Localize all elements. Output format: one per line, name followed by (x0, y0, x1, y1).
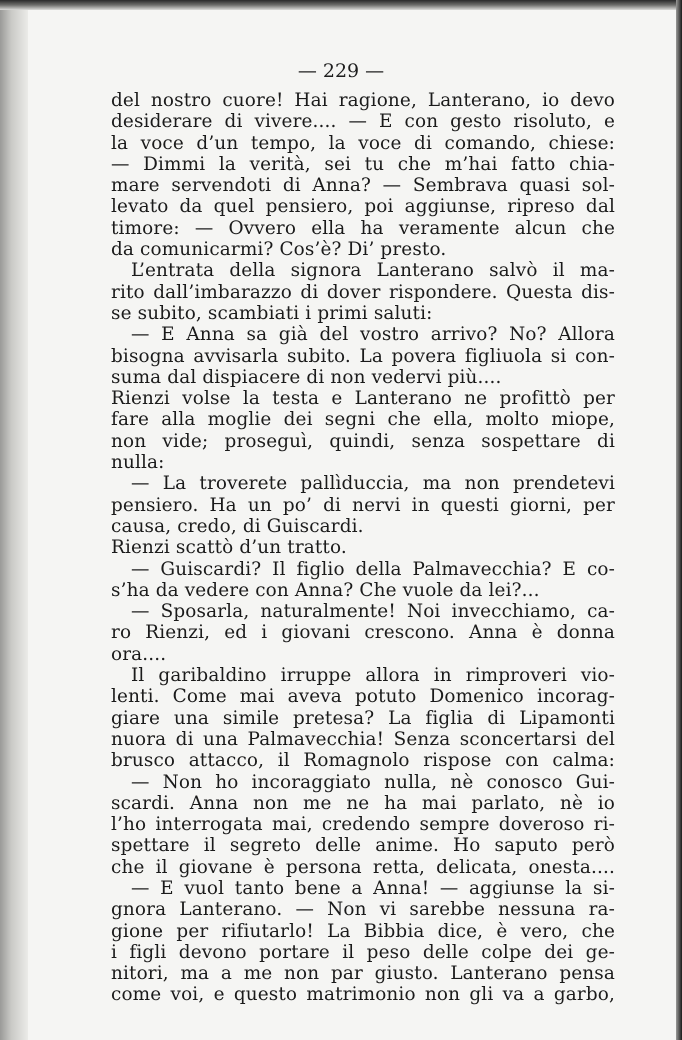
text-line: rito dall’imbarazzo di dover rispondere. Questa dis- (111, 281, 615, 303)
text-line: — Non ho incoraggiato nulla, nè conosco Gui- (131, 771, 615, 793)
text-line: — E vuol tanto bene a Anna! — aggiunse la si- (131, 877, 615, 899)
page-number: — 229 — (297, 60, 385, 82)
text-line: brusco attacco, il Romagnolo rispose con calma: (111, 750, 615, 772)
text-line: gnora Lanterano. — Non vi sarebbe nessuna ra- (111, 899, 615, 921)
text-line: nuora di una Palmavecchia! Senza sconcertarsi del (111, 728, 615, 750)
text-line: Il garibaldino irruppe allora in rimproveri vio- (131, 665, 615, 687)
text-line: giare una simile pretesa? La figlia di Lipamonti (111, 707, 615, 729)
text-line: scardi. Anna non me ne ha mai parlato, nè io (111, 792, 615, 814)
text-line: pensiero. Ha un po’ di nervi in questi giorni, per (111, 494, 615, 516)
text-line: Rienzi volse la testa e Lanterano ne profittò per (111, 388, 615, 410)
text-line: lenti. Come mai aveva potuto Domenico incorag- (111, 686, 615, 708)
text-line: causa, credo, di Guiscardi. (111, 515, 364, 537)
text-line: l’ho interrogata mai, credendo sempre doveroso ri- (111, 814, 615, 836)
text-line: — Sposarla, naturalmente! Noi invecchiamo, ca- (131, 601, 615, 623)
text-line: la voce d’un tempo, la voce di comando, chiese: (111, 132, 615, 154)
text-line: suma dal dispiacere di non vedervi più.... (111, 366, 502, 388)
scan-right-edge (676, 0, 682, 1040)
text-line: Rienzi scattò d’un tratto. (111, 537, 347, 559)
text-line: s’ha da vedere con Anna? Che vuole da lei?... (111, 579, 540, 601)
text-line: del nostro cuore! Hai ragione, Lanterano, io devo (111, 90, 615, 111)
text-line: bisogna avvisarla subito. La povera figliuola si con- (111, 345, 615, 367)
body-text (111, 90, 615, 1006)
text-line: ro Rienzi, ed i giovani crescono. Anna è donna (111, 622, 615, 644)
text-line: levato da quel pensiero, poi aggiunse, ripreso dal (111, 196, 615, 218)
text-line: mare servendoti di Anna? — Sembrava quasi sol- (111, 175, 615, 197)
text-line: nulla: (111, 452, 165, 474)
text-line: — Dimmi la verità, sei tu che m’hai fatto chia- (111, 153, 615, 175)
text-line: nitori, ma a me non par giusto. Lanterano pensa (111, 963, 615, 985)
text-line: desiderare di vivere.... — E con gesto risoluto, e (111, 111, 615, 133)
text-line: fare alla moglie dei segni che ella, molto miope, (111, 409, 615, 431)
text-line: L’entrata della signora Lanterano salvò il ma- (131, 260, 615, 282)
text-line: spettare il segreto delle anime. Ho saputo però (111, 835, 615, 857)
text-line: — E Anna sa già del vostro arrivo? No? Allora (131, 324, 615, 346)
scan-binding-shadow (0, 0, 28, 1040)
text-line: i figli devono portare il peso delle colpe dei ge- (111, 941, 615, 963)
text-line: ora.... (111, 643, 167, 665)
text-line: come voi, e questo matrimonio non gli va a garbo, (111, 984, 615, 1006)
text-line: gione per rifiutarlo! La Bibbia dice, è vero, che (111, 920, 615, 942)
text-line: — Guiscardi? Il figlio della Palmavecchia? E co- (131, 558, 615, 580)
text-line: timore: — Ovvero ella ha veramente alcun che (111, 217, 615, 239)
text-line: se subito, scambiati i primi saluti: (111, 302, 433, 324)
text-line: — La troverete pallìduccia, ma non prendetevi (131, 473, 615, 495)
text-line: non vide; proseguì, quindi, senza sospettare di (111, 430, 615, 452)
scan-top-edge (0, 0, 682, 10)
text-line: da comunicarmi? Cos’è? Di’ presto. (111, 239, 447, 261)
text-line: che il giovane è persona retta, delicata, onesta.... (111, 856, 615, 878)
